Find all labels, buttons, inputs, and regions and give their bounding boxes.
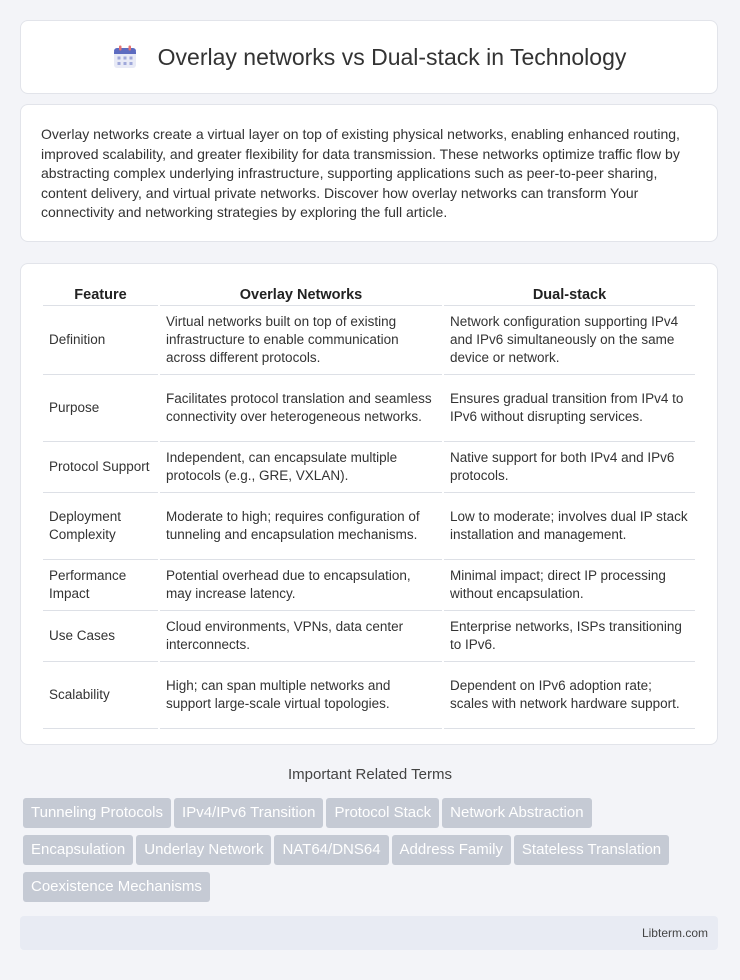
comparison-table [41, 284, 697, 729]
feature-cell: Deployment Complexity [43, 493, 158, 560]
overlay-cell: Facilitates protocol translation and seamless connectivity over heterogeneous networks. [160, 375, 442, 442]
table-row [43, 375, 695, 442]
related-terms-title: Important Related Terms [288, 766, 452, 783]
overlay-cell: Virtual networks built on top of existing infrastructure to enable communication across different protocols. [160, 306, 442, 375]
related-term-tag[interactable]: Network Abstraction [442, 798, 591, 828]
related-term-tag[interactable]: Address Family [392, 835, 511, 865]
table-row [43, 306, 695, 375]
feature-cell: Protocol Support [43, 442, 158, 493]
intro-text: Overlay networks create a virtual layer on top of existing physical networks, enabling enhanced routing, improved scalability, and greater flexibility for data transmission. These networks optimize traffic flow by abstracting complex underlying infrastructure, supporting applications such as peer-to-peer sharing, content delivery, and virtual private networks. Discover how overlay networks can transform Your connectivity and networking strategies by exploring the full article. [41, 126, 680, 220]
related-term-tag[interactable]: Stateless Translation [514, 835, 669, 865]
related-term-tag[interactable]: Coexistence Mechanisms [23, 872, 210, 902]
footer [20, 916, 718, 950]
footer-site-link[interactable]: Libterm.com [641, 926, 708, 940]
feature-cell: Scalability [43, 662, 158, 729]
overlay-cell: Moderate to high; requires configuration of tunneling and encapsulation mechanisms. [160, 493, 442, 560]
overlay-cell: High; can span multiple networks and support large-scale virtual topologies. [160, 662, 442, 729]
dualstack-cell: Minimal impact; direct IP processing without encapsulation. [444, 560, 695, 611]
feature-cell: Purpose [43, 375, 158, 442]
header-card [20, 20, 718, 94]
table-header-row [43, 284, 695, 306]
related-term-tag[interactable]: IPv4/IPv6 Transition [174, 798, 323, 828]
related-term-tag[interactable]: Encapsulation [23, 835, 133, 865]
table-row [43, 560, 695, 611]
table-row [43, 662, 695, 729]
table-row [43, 493, 695, 560]
column-header: Feature [43, 284, 158, 306]
intro-card [20, 104, 718, 242]
related-term-tag[interactable]: Protocol Stack [326, 798, 439, 828]
dualstack-cell: Native support for both IPv4 and IPv6 protocols. [444, 442, 695, 493]
comparison-card [20, 263, 718, 745]
related-term-tag[interactable]: Underlay Network [136, 835, 271, 865]
dualstack-cell: Dependent on IPv6 adoption rate; scales with network hardware support. [444, 662, 695, 729]
overlay-cell: Cloud environments, VPNs, data center interconnects. [160, 611, 442, 662]
overlay-cell: Potential overhead due to encapsulation, may increase latency. [160, 560, 442, 611]
feature-cell: Definition [43, 306, 158, 375]
table-row [43, 442, 695, 493]
page-title: Overlay networks vs Dual-stack in Technology [157, 43, 627, 70]
table-row [43, 611, 695, 662]
dualstack-cell: Network configuration supporting IPv4 and IPv6 simultaneously on the same device or network. [444, 306, 695, 375]
related-term-tag[interactable]: NAT64/DNS64 [274, 835, 388, 865]
related-terms-list [23, 798, 723, 909]
column-header: Overlay Networks [160, 284, 442, 306]
feature-cell: Use Cases [43, 611, 158, 662]
related-term-tag[interactable]: Tunneling Protocols [23, 798, 171, 828]
feature-cell: Performance Impact [43, 560, 158, 611]
dualstack-cell: Enterprise networks, ISPs transitioning to IPv6. [444, 611, 695, 662]
dualstack-cell: Ensures gradual transition from IPv4 to IPv6 without disrupting services. [444, 375, 695, 442]
column-header: Dual-stack [444, 284, 695, 306]
overlay-cell: Independent, can encapsulate multiple protocols (e.g., GRE, VXLAN). [160, 442, 442, 493]
calendar-icon [112, 44, 138, 70]
dualstack-cell: Low to moderate; involves dual IP stack installation and management. [444, 493, 695, 560]
